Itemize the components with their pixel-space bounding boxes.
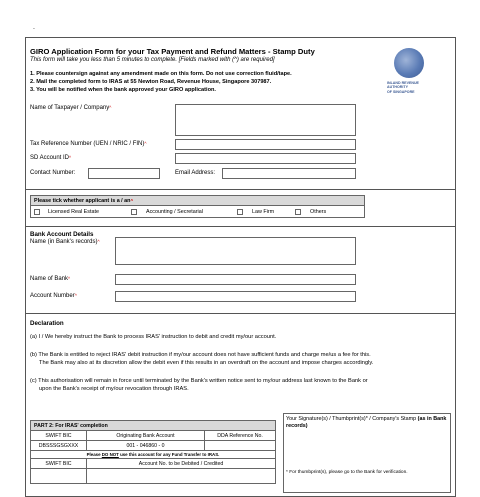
instruction-1: 1. Please countersign against any amendment made on this form. Do not use correction fluid/tape.: [30, 71, 292, 77]
account-number-label: Account Number^: [30, 293, 77, 299]
taxpayer-name-input[interactable]: [175, 104, 356, 136]
account-debited-input[interactable]: [87, 469, 276, 484]
part2-note: Please DO NOT use this account for any Fund Transfer to IRAS.: [31, 451, 276, 459]
declaration-a: (a) I / We hereby instruct the Bank to process IRAS' instruction to debit and credit my/our account.: [30, 334, 277, 340]
checkbox-others[interactable]: [295, 209, 301, 215]
section-divider: [25, 189, 456, 190]
bank-details-title: Bank Account Details: [30, 231, 94, 238]
col-swift-bic-2: SWIFT BIC: [31, 459, 87, 469]
option-others: Others: [310, 208, 327, 215]
swift-bic-input[interactable]: [31, 469, 87, 484]
applicant-type-table: [30, 195, 365, 218]
option-accounting: Accounting / Secretarial: [146, 208, 203, 215]
checkbox-accounting[interactable]: [131, 209, 137, 215]
applicant-type-header: Please tick whether applicant is a / an^: [31, 196, 364, 206]
col-originating-account: Originating Bank Account: [87, 431, 205, 441]
form-title: GIRO Application Form for your Tax Payment and Refund Matters - Stamp Duty: [30, 47, 315, 56]
email-label: Email Address:: [175, 170, 216, 176]
checkbox-law-firm[interactable]: [237, 209, 243, 215]
bank-name-input[interactable]: [115, 274, 356, 285]
signature-box[interactable]: [283, 413, 451, 493]
sd-account-label: SD Account ID^: [30, 155, 72, 161]
form-subtitle: This form will take you less than 5 minutes to complete. [Fields marked with (^) are required]: [30, 57, 275, 63]
bank-name-label: Name of Bank^: [30, 276, 71, 282]
option-licensed-real-estate: Licensed Real Estate: [48, 208, 99, 215]
col-dda-ref: DDA Reference No.: [205, 431, 276, 441]
declaration-b-line1: (b) The Bank is entitled to reject IRAS' debit instruction if my/our account does not have sufficient funds and charge me/us a fee for this.: [30, 352, 371, 358]
checkbox-licensed-real-estate[interactable]: [34, 209, 40, 215]
swift-bic-value: DBSSSGSGXXX: [31, 441, 87, 451]
iras-logo-text: INLAND REVENUE AUTHORITY OF SINGAPORE: [387, 81, 419, 94]
email-input[interactable]: [222, 168, 356, 179]
declaration-c-line2: upon the Bank's receipt of my/our revocation through IRAS.: [39, 386, 189, 392]
part2-table: [30, 420, 276, 484]
signature-label: Your Signature(s) / Thumbprint(s)* / Company's Stamp (as in Bank records): [286, 416, 447, 429]
bank-account-name-input[interactable]: [115, 237, 356, 265]
originating-account-value: 001 - 046860 - 0: [87, 441, 205, 451]
instruction-2: 2. Mail the completed form to IRAS at 55 Newton Road, Revenue House, Singapore 307987.: [30, 79, 272, 85]
iras-logo-icon: [394, 48, 424, 78]
section-divider: [25, 313, 456, 314]
part2-header: PART 2: For IRAS' completion: [31, 421, 276, 431]
declaration-b-line2: The Bank may also at its discretion allow the debit even if this results in an overdraft on the account and impose charges accordingly.: [39, 360, 374, 366]
contact-input[interactable]: [88, 168, 160, 179]
declaration-title: Declaration: [30, 320, 64, 327]
account-number-input[interactable]: [115, 291, 356, 302]
tax-ref-label: Tax Reference Number (UEN / NRIC / FIN)^: [30, 141, 147, 147]
tax-ref-input[interactable]: [175, 139, 356, 150]
dda-ref-value[interactable]: [205, 441, 276, 451]
option-law-firm: Law Firm: [252, 208, 275, 215]
signature-footnote: * For thumbprint(s), please go to the Bank for verification.: [286, 470, 408, 475]
contact-label: Contact Number:: [30, 170, 76, 176]
declaration-c-line1: (c) This authorisation will remain in force until terminated by the Bank's written notice sent to my/our address last known to the Bank or: [30, 378, 368, 384]
corner-mark: .: [33, 24, 35, 31]
sd-account-input[interactable]: [175, 153, 356, 164]
taxpayer-name-label: Name of Taxpayer / Company^: [30, 105, 112, 111]
bank-account-name-label: Name (in Bank's records)^: [30, 239, 100, 245]
col-swift-bic: SWIFT BIC: [31, 431, 87, 441]
instruction-3: 3. You will be notified when the bank approved your GIRO application.: [30, 87, 216, 93]
section-divider: [25, 226, 456, 227]
col-account-debited: Account No. to be Debited / Credited: [87, 459, 276, 469]
